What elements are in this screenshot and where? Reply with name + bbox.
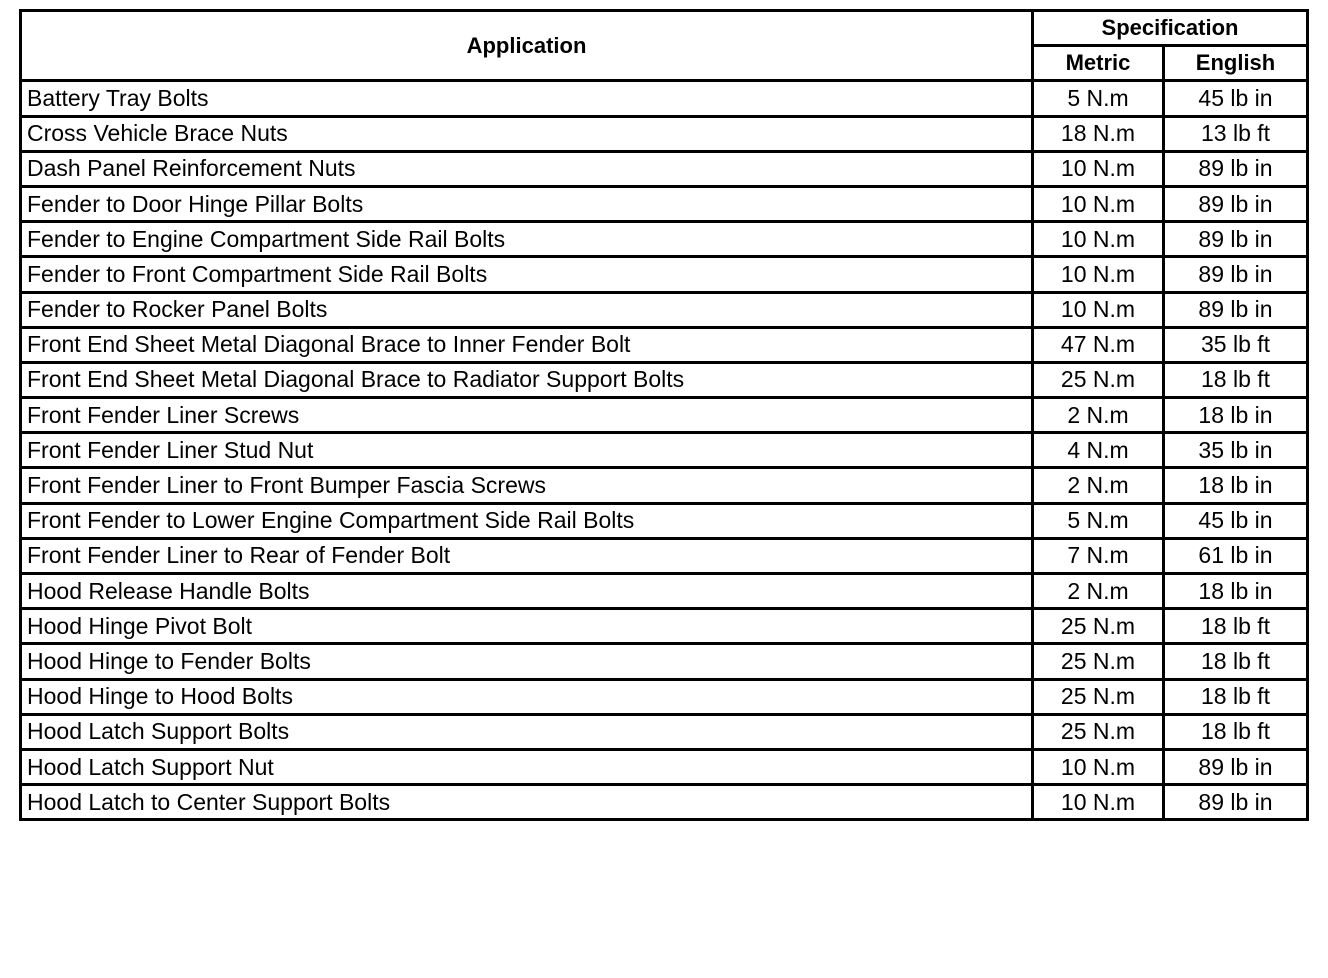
application-cell: Battery Tray Bolts [21, 81, 1033, 116]
table-row [21, 714, 1308, 749]
application-cell: Front End Sheet Metal Diagonal Brace to Inner Fender Bolt [21, 327, 1033, 362]
english-cell: 89 lb in [1164, 186, 1308, 221]
table-row [21, 538, 1308, 573]
application-cell: Front End Sheet Metal Diagonal Brace to Radiator Support Bolts [21, 362, 1033, 397]
application-cell: Hood Hinge to Hood Bolts [21, 679, 1033, 714]
application-cell: Cross Vehicle Brace Nuts [21, 116, 1033, 151]
table-row [21, 116, 1308, 151]
table-row [21, 468, 1308, 503]
table-row [21, 433, 1308, 468]
table-header [21, 11, 1308, 81]
english-cell: 18 lb ft [1164, 714, 1308, 749]
metric-cell: 10 N.m [1033, 257, 1164, 292]
english-cell: 35 lb in [1164, 433, 1308, 468]
english-cell: 89 lb in [1164, 222, 1308, 257]
application-cell: Fender to Rocker Panel Bolts [21, 292, 1033, 327]
application-cell: Front Fender Liner Screws [21, 398, 1033, 433]
table-row [21, 574, 1308, 609]
application-cell: Fender to Door Hinge Pillar Bolts [21, 186, 1033, 221]
metric-cell: 10 N.m [1033, 222, 1164, 257]
metric-cell: 25 N.m [1033, 679, 1164, 714]
application-cell: Hood Release Handle Bolts [21, 574, 1033, 609]
english-cell: 18 lb in [1164, 398, 1308, 433]
metric-cell: 25 N.m [1033, 644, 1164, 679]
english-cell: 45 lb in [1164, 81, 1308, 116]
application-cell: Hood Latch Support Nut [21, 749, 1033, 784]
english-cell: 89 lb in [1164, 785, 1308, 820]
table-row [21, 679, 1308, 714]
english-cell: 89 lb in [1164, 257, 1308, 292]
application-column-header: Application [21, 11, 1033, 81]
english-cell: 18 lb in [1164, 574, 1308, 609]
table-row [21, 81, 1308, 116]
english-cell: 35 lb ft [1164, 327, 1308, 362]
english-cell: 18 lb ft [1164, 644, 1308, 679]
application-cell: Fender to Engine Compartment Side Rail Bolts [21, 222, 1033, 257]
application-cell: Hood Hinge to Fender Bolts [21, 644, 1033, 679]
application-cell: Hood Hinge Pivot Bolt [21, 609, 1033, 644]
header-row-top [21, 11, 1308, 46]
metric-cell: 10 N.m [1033, 186, 1164, 221]
application-cell: Front Fender Liner to Rear of Fender Bolt [21, 538, 1033, 573]
table-row [21, 327, 1308, 362]
english-column-header: English [1164, 46, 1308, 81]
english-cell: 61 lb in [1164, 538, 1308, 573]
application-cell: Front Fender Liner to Front Bumper Fascia Screws [21, 468, 1033, 503]
table-row [21, 222, 1308, 257]
table-row [21, 151, 1308, 186]
table-row [21, 644, 1308, 679]
table-body [21, 81, 1308, 820]
table-row [21, 749, 1308, 784]
english-cell: 89 lb in [1164, 292, 1308, 327]
metric-cell: 10 N.m [1033, 151, 1164, 186]
metric-cell: 25 N.m [1033, 609, 1164, 644]
application-cell: Hood Latch to Center Support Bolts [21, 785, 1033, 820]
english-cell: 89 lb in [1164, 749, 1308, 784]
metric-cell: 18 N.m [1033, 116, 1164, 151]
application-cell: Front Fender to Lower Engine Compartment Side Rail Bolts [21, 503, 1033, 538]
english-cell: 18 lb in [1164, 468, 1308, 503]
metric-cell: 2 N.m [1033, 468, 1164, 503]
metric-cell: 5 N.m [1033, 81, 1164, 116]
specification-column-header: Specification [1033, 11, 1308, 46]
table-row [21, 503, 1308, 538]
application-cell: Hood Latch Support Bolts [21, 714, 1033, 749]
metric-cell: 47 N.m [1033, 327, 1164, 362]
table-row [21, 292, 1308, 327]
table-row [21, 362, 1308, 397]
english-cell: 13 lb ft [1164, 116, 1308, 151]
metric-cell: 5 N.m [1033, 503, 1164, 538]
metric-cell: 10 N.m [1033, 749, 1164, 784]
metric-column-header: Metric [1033, 46, 1164, 81]
torque-spec-table [19, 9, 1309, 821]
metric-cell: 7 N.m [1033, 538, 1164, 573]
table-row [21, 609, 1308, 644]
table-row [21, 398, 1308, 433]
metric-cell: 25 N.m [1033, 714, 1164, 749]
english-cell: 18 lb ft [1164, 362, 1308, 397]
english-cell: 45 lb in [1164, 503, 1308, 538]
application-cell: Dash Panel Reinforcement Nuts [21, 151, 1033, 186]
metric-cell: 25 N.m [1033, 362, 1164, 397]
metric-cell: 10 N.m [1033, 292, 1164, 327]
application-cell: Front Fender Liner Stud Nut [21, 433, 1033, 468]
english-cell: 18 lb ft [1164, 609, 1308, 644]
table-row [21, 785, 1308, 820]
english-cell: 89 lb in [1164, 151, 1308, 186]
metric-cell: 2 N.m [1033, 398, 1164, 433]
application-cell: Fender to Front Compartment Side Rail Bolts [21, 257, 1033, 292]
metric-cell: 4 N.m [1033, 433, 1164, 468]
english-cell: 18 lb ft [1164, 679, 1308, 714]
table-row [21, 257, 1308, 292]
metric-cell: 10 N.m [1033, 785, 1164, 820]
metric-cell: 2 N.m [1033, 574, 1164, 609]
table-row [21, 186, 1308, 221]
